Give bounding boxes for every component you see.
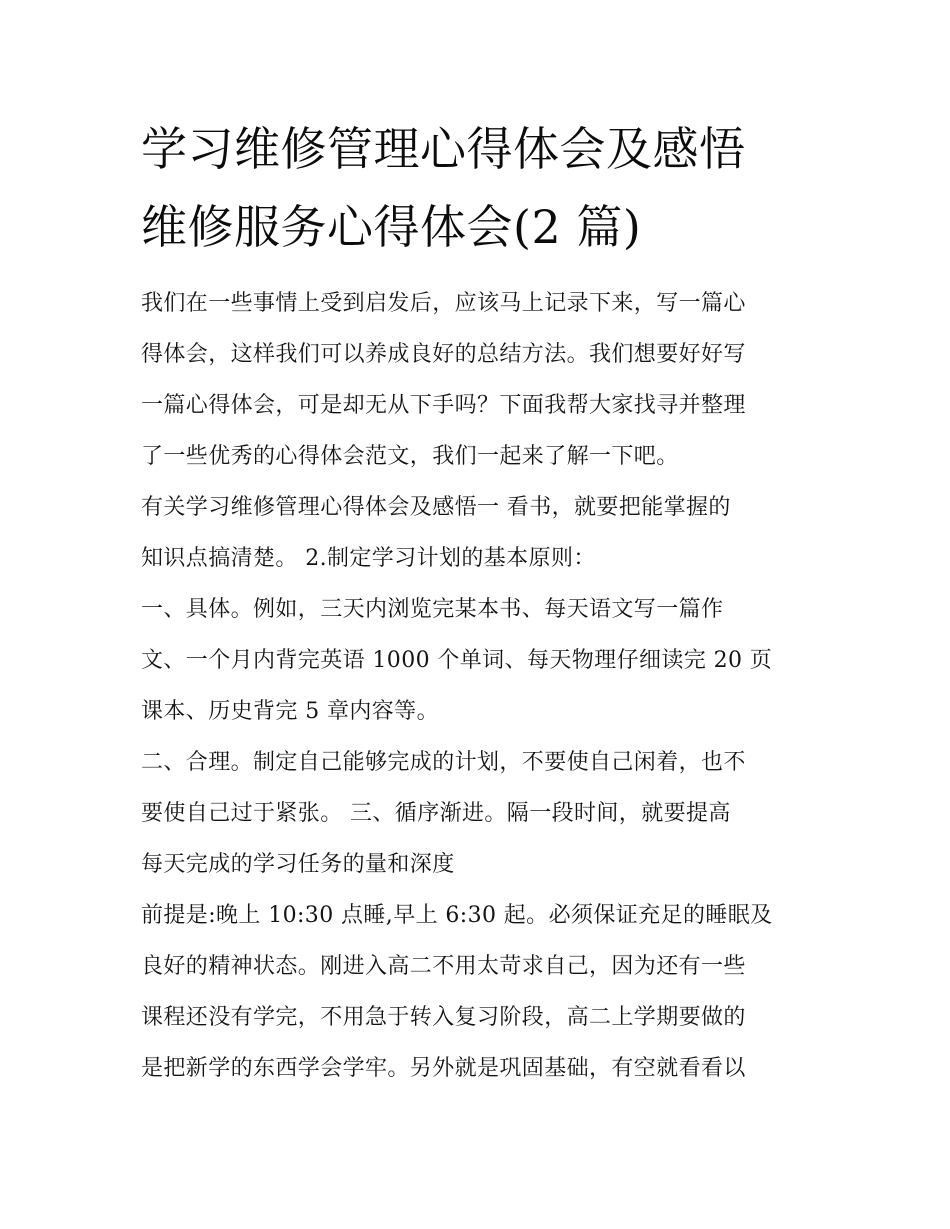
text-line: 是把新学的东西学会学牢。另外就是巩固基础，有空就看看以	[141, 1056, 746, 1081]
text-line: 前提是:晚上 10:30 点睡,早上 6:30 起。必须保证充足的睡眠及	[141, 903, 773, 928]
text-line: 课本、历史背完 5 章内容等。	[141, 699, 439, 724]
text-line: 文、一个月内背完英语 1000 个单词、每天物理仔细读完 20 页	[141, 648, 773, 673]
paragraph-reasonable	[141, 737, 813, 890]
text-line: 二、合理。制定自己能够完成的计划，不要使自己闲着，也不	[141, 750, 746, 775]
title-line: 维修服务心得体会(2 篇)	[141, 200, 642, 254]
text-line: 要使自己过于紧张。 三、循序渐进。隔一段时间，就要提高	[141, 801, 731, 826]
text-line: 一篇心得体会，可是却无从下手吗？下面我帮大家找寻并整理	[141, 393, 746, 418]
text-line: 一、具体。例如，三天内浏览完某本书、每天语文写一篇作	[141, 597, 724, 622]
text-line: 有关学习维修管理心得体会及感悟一 看书，就要把能掌握的	[141, 495, 731, 520]
text-line: 课程还没有学完，不用急于转入复习阶段，高二上学期要做的	[141, 1005, 746, 1030]
text-line: 每天完成的学习任务的量和深度	[141, 852, 455, 877]
document-body	[141, 278, 813, 1094]
paragraph-study-principles	[141, 482, 813, 584]
text-line: 知识点搞清楚。 2.制定学习计划的基本原则：	[141, 546, 596, 571]
text-line: 了一些优秀的心得体会范文，我们一起来了解一下吧。	[141, 444, 679, 469]
document-page	[141, 110, 813, 1094]
text-line: 良好的精神状态。刚进入高二不用太苛求自己，因为还有一些	[141, 954, 746, 979]
text-line: 我们在一些事情上受到启发后，应该马上记录下来，写一篇心	[141, 291, 746, 316]
text-line: 得体会，这样我们可以养成良好的总结方法。我们想要好好写	[141, 342, 746, 367]
paragraph-specific	[141, 584, 813, 737]
title-line: 学习维修管理心得体会及感悟	[141, 122, 746, 176]
paragraph-premise	[141, 890, 813, 1094]
document-title	[141, 110, 813, 266]
paragraph-intro	[141, 278, 813, 482]
